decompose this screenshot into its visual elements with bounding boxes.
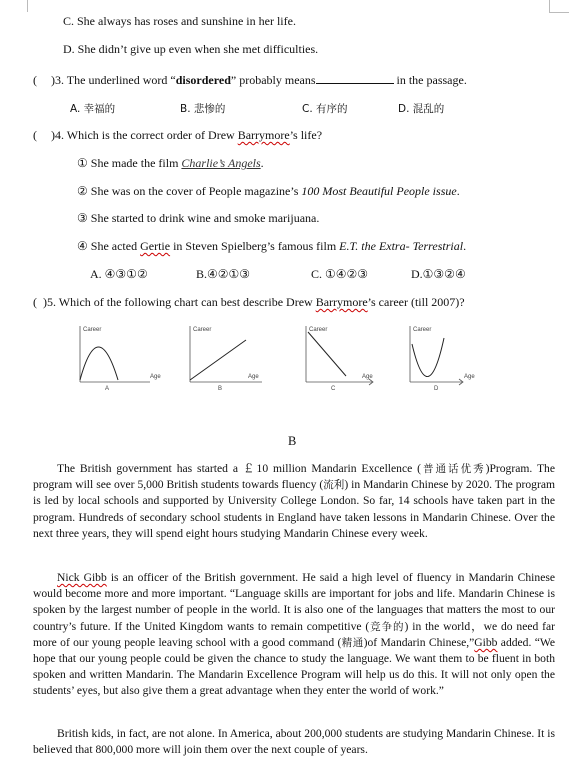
graph-letter: D [434, 386, 439, 392]
q4-option-d[interactable]: D.①③②④ [411, 267, 466, 281]
item-text: She acted [90, 239, 141, 253]
q5-stem-post: ’s career (till 2007)? [367, 295, 465, 309]
item-text: She started to drink wine and smoke marijuana. [90, 211, 320, 225]
graph-ylabel: Career [309, 327, 328, 333]
p2-text-a: is an officer of the British government. He said a high level of fluency in Mandarin Chinese would become more and more important. “Language skills are important for jobs and life. Mandarin Chinese is spoken by the largest number of people in the world. It is also one of the languages that matters the most to our country’s future. If the United Kingdom wants to remain competitive ( [33, 571, 556, 633]
item-title: E.T. the Extra- Terrestrial [339, 239, 464, 253]
graph-b-svg [180, 322, 280, 394]
graph-letter: A [105, 386, 110, 392]
graph-c-svg [296, 322, 396, 394]
p2-text-c: )of Mandarin Chinese,” [363, 635, 475, 649]
passage-paragraph-1 [33, 461, 555, 542]
p1-text-c: ) in Mandarin Chinese by 2020. The program is led by local schools and supported by University College London. So far, 14 schools have taken part in the program. Hundreds of secondary school students in England have taken lessons in Mandarin Chinese. Over the next three years, they will spend eight hours studying Mandarin Chinese every week. [33, 478, 555, 540]
answer-paren-open: ( [33, 73, 37, 87]
q5-stem-pre: 5. Which of the following chart can best describe Drew [47, 295, 316, 309]
q4-item-2 [77, 184, 460, 199]
item-number: ① [77, 156, 88, 170]
answer-paren-close: ) [43, 295, 47, 309]
q3-option-c[interactable]: C. 有序的 [302, 103, 348, 115]
p1-gloss-1: 普通话优秀 [421, 463, 486, 475]
corner-mark-left [27, 0, 28, 12]
item-text-mid: in Steven Spielberg’s famous film [170, 239, 340, 253]
p2-text-b: ) in the world，we do need far more of our young people leaving school with a good command ( [33, 619, 555, 649]
q2-option-d[interactable]: D. She didn’t give up even when she met difficulties. [63, 42, 319, 56]
q3-fill-blank[interactable] [316, 72, 394, 84]
graph-xlabel: Age [248, 374, 259, 380]
item-number: ④ [77, 239, 88, 253]
graph-curve [412, 338, 444, 377]
graph-d-svg [400, 322, 500, 394]
graph-xlabel: Age [464, 374, 475, 380]
corner-mark-right-h [549, 12, 569, 13]
p2-text-d: added. “We hope that our young people could be given the chance to study the language. We want them to be fluent in both spoken and written Mandarin. The Mandarin Excellence Program will help us do this. It will not only open the students’ eyes, but also give them a great advantage when they enter the world of work.” [33, 635, 556, 698]
q4-stem-pre: 4. Which is the correct order of Drew [55, 128, 238, 142]
graph-a-svg [70, 322, 170, 394]
q2-option-c[interactable]: C. She always has roses and sunshine in her life. [63, 14, 296, 28]
item-title: 100 Most Beautiful People issue [301, 184, 457, 198]
answer-paren-close: ) [51, 128, 55, 142]
q4-item-4 [77, 239, 466, 254]
section-heading: B [288, 434, 297, 448]
q5-graph-d[interactable] [400, 322, 500, 398]
answer-paren-close: ) [51, 73, 55, 87]
q3-option-b[interactable]: B. 悲惨的 [180, 103, 226, 115]
q4-option-c[interactable]: C. ①④②③ [311, 267, 369, 281]
item-number: ② [77, 184, 88, 198]
q3-option-a[interactable]: A. 幸福的 [70, 103, 116, 115]
item-number: ③ [77, 211, 88, 225]
graph-letter: C [331, 386, 336, 392]
q3-underlined-word: disordered [175, 73, 231, 87]
answer-paren-open: ( [33, 128, 37, 142]
graph-curve [80, 347, 118, 380]
graph-ylabel: Career [413, 327, 432, 333]
q4-stem-post: ’s life? [289, 128, 323, 142]
q5-graph-b[interactable] [180, 322, 280, 398]
question-3 [33, 72, 467, 88]
q3-stem-post: in the passage. [393, 73, 467, 87]
item-text: She was on the cover of People magazine’s [90, 184, 302, 198]
passage-paragraph-3: British kids, in fact, are not alone. In America, about 200,000 students are studying Mandarin Chinese. It is believed that 800,000 more will join them over the next couple of years. [33, 727, 555, 757]
question-4 [33, 128, 322, 143]
q5-name: Barrymore [315, 295, 368, 309]
item-end: . [456, 184, 460, 198]
q3-stem-mid: ” probably means [230, 73, 316, 87]
q4-option-a[interactable]: A. ④③①② [90, 267, 148, 281]
graph-ylabel: Career [193, 327, 212, 333]
graph-letter: B [218, 386, 223, 392]
question-5 [33, 295, 465, 310]
p2-gloss-1: 竞争的 [369, 620, 405, 633]
q3-stem-pre: 3. The underlined word “ [55, 73, 176, 87]
p2-name: Nick Gibb [57, 571, 107, 584]
p1-text-b: )Program. The program will see over 5,000 British students towards fluency ( [33, 462, 556, 492]
graph-xlabel: Age [150, 374, 161, 380]
q4-name: Barrymore [237, 128, 290, 142]
q4-item-1 [77, 156, 264, 171]
graph-xlabel: Age [362, 374, 373, 380]
graph-ylabel: Career [83, 327, 102, 333]
item-title: Charlie’s Angels [181, 156, 261, 170]
corner-mark-right [549, 0, 550, 12]
p2-gibb: Gibb [474, 635, 498, 649]
item-name: Gertie [140, 239, 171, 253]
p2-gloss-2: 精通 [341, 636, 364, 649]
q5-graph-a[interactable] [70, 322, 170, 398]
passage-paragraph-2 [33, 570, 555, 700]
item-end: . [260, 156, 264, 170]
item-text: She made the film [90, 156, 182, 170]
q3-option-d[interactable]: D. 混乱的 [398, 103, 445, 115]
p1-text-a: The British government has started a ￡10 million Mandarin Excellence ( [57, 462, 422, 475]
item-end: . [463, 239, 467, 253]
graph-curve [308, 332, 346, 376]
answer-paren-open: ( [33, 295, 37, 309]
p1-gloss-2: 流利 [323, 479, 345, 492]
graph-curve [190, 340, 246, 380]
q4-item-3 [77, 211, 319, 226]
q4-option-b[interactable]: B.④②①③ [196, 267, 251, 281]
q5-graph-c[interactable] [296, 322, 396, 398]
